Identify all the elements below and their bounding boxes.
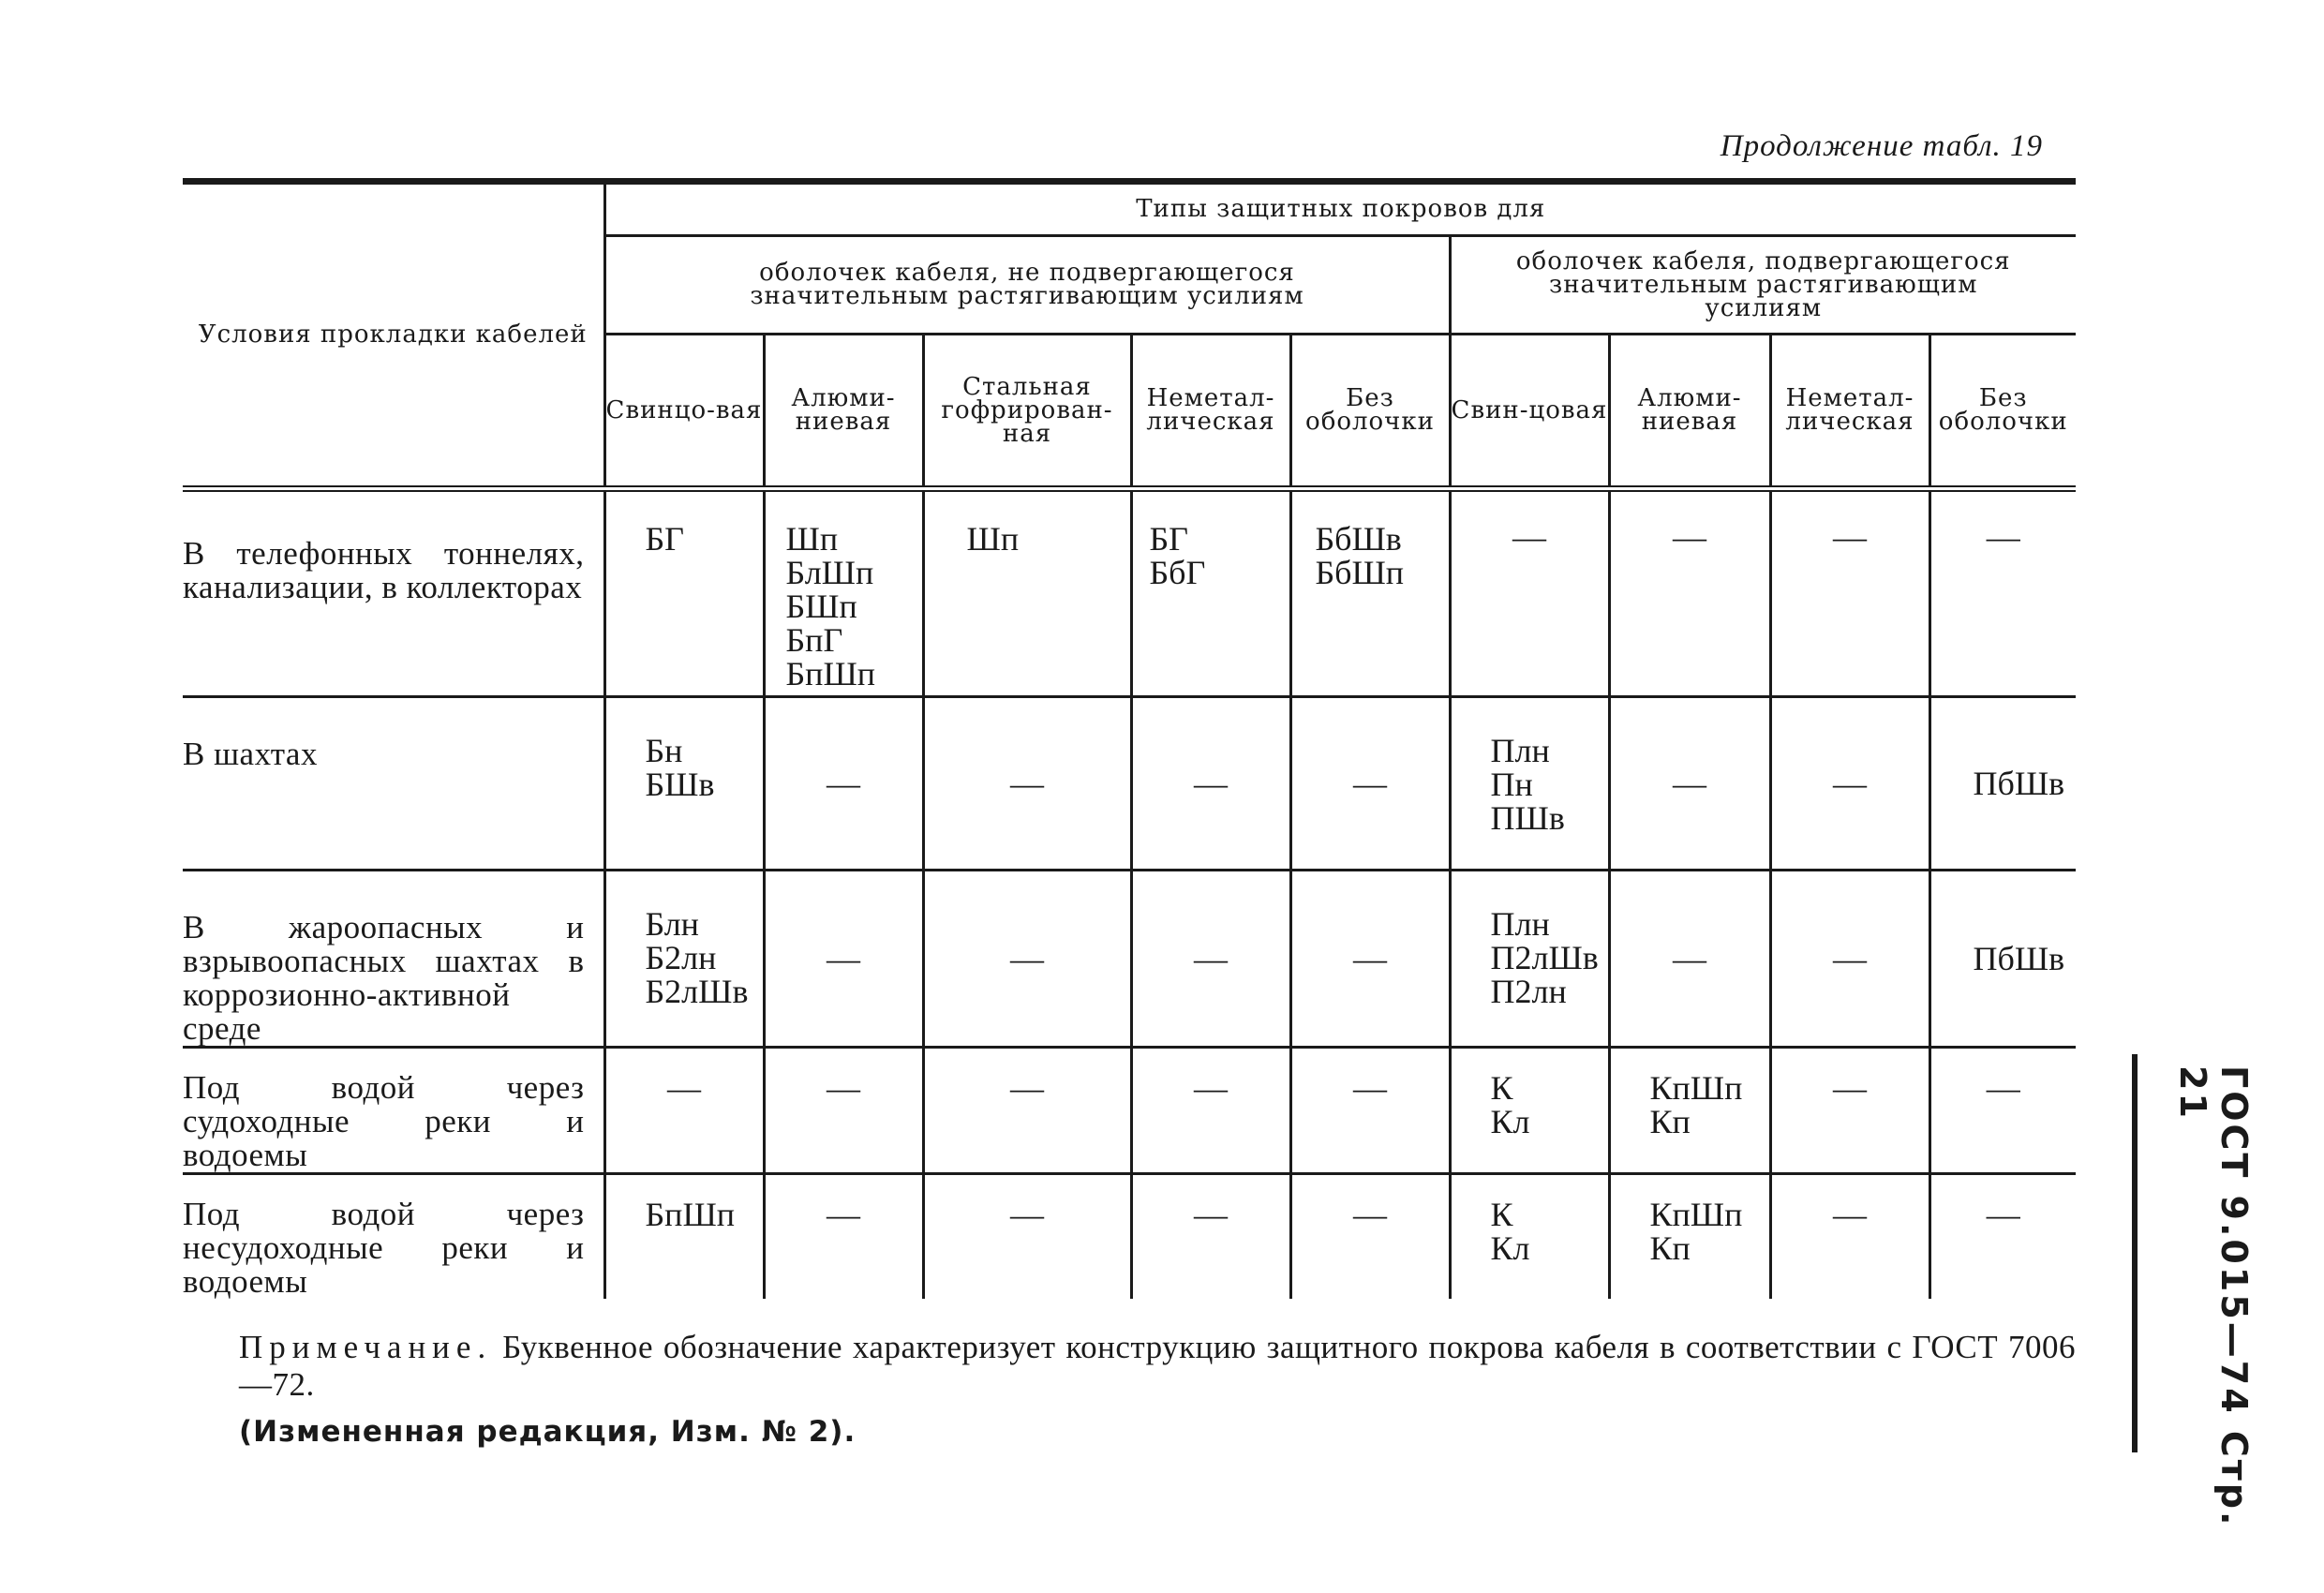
value-cell	[1929, 1174, 2076, 1300]
dash-value: —	[1833, 1069, 1867, 1107]
dash-value: —	[827, 765, 860, 802]
value-cell	[1929, 489, 2076, 697]
value-cell	[1609, 489, 1770, 697]
condition-cell: В шахтах	[183, 697, 604, 871]
protective-covers-table	[183, 178, 2076, 1299]
conditions-header-text: Условия прокладки кабелей	[198, 320, 588, 349]
value-cell	[604, 1174, 764, 1300]
value-cell	[1131, 1048, 1290, 1174]
dash-value: —	[1986, 1196, 2020, 1233]
value-cell	[764, 871, 923, 1048]
cover-code: КпШп	[1649, 1196, 1743, 1233]
value-cell	[1290, 697, 1450, 871]
value-cell	[923, 1048, 1131, 1174]
cover-code: ПбШв	[1973, 765, 2065, 802]
value-cell	[1929, 1048, 2076, 1174]
value-cell	[1131, 489, 1290, 697]
value-cell	[1770, 871, 1929, 1048]
cover-code: К	[1490, 1069, 1513, 1107]
dash-value: —	[1353, 765, 1387, 802]
cover-code: БпШп	[645, 1196, 736, 1233]
dash-value: —	[1010, 1069, 1044, 1107]
group-a-header: оболочек кабеля, не подвергающегося значительным растягивающим усилиям	[604, 236, 1450, 335]
cover-code: Шп	[966, 520, 1020, 558]
types-header: Типы защитных покровов для	[604, 182, 2076, 236]
cover-code: П2лн	[1490, 973, 1567, 1010]
value-cell	[923, 697, 1131, 871]
cover-code: Кл	[1490, 1229, 1530, 1267]
value-cell	[604, 1048, 764, 1174]
cover-code: К	[1490, 1196, 1513, 1233]
side-standard-label: ГОСТ 9.015—74 Стр. 21	[2172, 1065, 2255, 1528]
value-cell	[1450, 489, 1609, 697]
conditions-header	[183, 182, 604, 489]
condition-cell: В жароопасных и взрывоопасных шахтах в коррозионно-активной среде	[183, 871, 604, 1048]
dash-value: —	[1833, 1196, 1867, 1233]
value-cell	[604, 871, 764, 1048]
dash-value: —	[1512, 518, 1546, 556]
cover-code: БлШп	[785, 554, 874, 591]
dash-value: —	[1010, 1196, 1044, 1233]
value-cell	[1770, 489, 1929, 697]
dash-value: —	[1353, 1196, 1387, 1233]
value-cell	[764, 1048, 923, 1174]
column-header: Свинцо-вая	[604, 335, 764, 489]
cover-code: БГ	[645, 520, 684, 558]
dash-value: —	[1986, 518, 2020, 556]
cover-code: Кп	[1649, 1229, 1691, 1267]
value-cell	[1131, 1174, 1290, 1300]
value-cell	[1450, 871, 1609, 1048]
value-cell	[604, 697, 764, 871]
condition-cell: Под водой через несудоходные реки и водоемы	[183, 1196, 585, 1300]
cover-code: Бн	[645, 732, 683, 769]
dash-value: —	[1986, 1069, 2020, 1107]
value-cell	[1929, 871, 2076, 1048]
amendment-note: (Измененная редакция, Изм. № 2).	[239, 1415, 857, 1449]
cover-code: Блн	[645, 905, 699, 943]
dash-value: —	[1010, 940, 1044, 977]
cover-code: Плн	[1490, 732, 1550, 769]
note-text: Буквенное обозначение характеризует конструкцию защитного покрова кабеля в соответствии с ГОСТ 7006—72.	[239, 1329, 2077, 1403]
value-cell	[604, 489, 764, 697]
value-cell	[1929, 697, 2076, 871]
column-header: Без оболочки	[1290, 335, 1450, 489]
value-cell	[1770, 697, 1929, 871]
column-header: Стальная гофрирован-ная	[923, 335, 1131, 489]
column-header: Алюми-ниевая	[1609, 335, 1770, 489]
cover-code: БбГ	[1149, 554, 1206, 591]
cover-code: БШв	[645, 766, 715, 803]
cover-code: Кп	[1649, 1103, 1691, 1140]
column-header: Алюми-ниевая	[764, 335, 923, 489]
column-header: Свин-цовая	[1450, 335, 1609, 489]
dash-value: —	[1194, 765, 1228, 802]
cover-code: БбШв	[1315, 520, 1402, 558]
value-cell	[1609, 871, 1770, 1048]
dash-value: —	[667, 1069, 701, 1107]
dash-value: —	[1010, 765, 1044, 802]
value-cell	[764, 1174, 923, 1300]
dash-value: —	[1673, 518, 1706, 556]
note-label: Примечание.	[239, 1329, 493, 1365]
dash-value: —	[1353, 1069, 1387, 1107]
cover-code: БбШп	[1315, 554, 1405, 591]
value-cell	[1770, 1048, 1929, 1174]
dash-value: —	[1833, 765, 1867, 802]
table-row	[183, 489, 2076, 697]
table-caption: Продолжение табл. 19	[1720, 129, 2043, 163]
cover-code: Шп	[785, 520, 839, 558]
dash-value: —	[1353, 940, 1387, 977]
value-cell	[923, 489, 1131, 697]
value-cell	[1770, 1174, 1929, 1300]
value-cell	[764, 697, 923, 871]
dash-value: —	[1673, 940, 1706, 977]
dash-value: —	[1194, 1196, 1228, 1233]
dash-value: —	[827, 1069, 860, 1107]
cover-code: БШп	[785, 588, 857, 625]
condition-cell: Под водой через судоходные реки и водоемы	[183, 1048, 604, 1174]
cover-code: БпГ	[785, 621, 843, 659]
cover-code: Кл	[1490, 1103, 1530, 1140]
value-cell	[764, 489, 923, 697]
cover-code: БпШп	[785, 655, 876, 692]
cover-code: ПбШв	[1973, 940, 2065, 977]
value-cell	[1290, 1174, 1450, 1300]
value-cell	[1290, 871, 1450, 1048]
table-row	[183, 871, 2076, 1048]
value-cell	[1450, 1048, 1609, 1174]
value-cell	[1290, 489, 1450, 697]
cover-code: Б2лн	[645, 939, 717, 976]
cover-code: КпШп	[1649, 1069, 1743, 1107]
cover-code: БГ	[1149, 520, 1188, 558]
dash-value: —	[1833, 940, 1867, 977]
cover-code: Пн	[1490, 766, 1533, 803]
dash-value: —	[1194, 1069, 1228, 1107]
column-header: Неметал-лическая	[1131, 335, 1290, 489]
value-cell	[1450, 697, 1609, 871]
condition-cell: В телефонных тоннелях, канализации, в коллекторах	[183, 489, 604, 697]
dash-value: —	[1833, 518, 1867, 556]
value-cell	[1290, 1048, 1450, 1174]
value-cell	[1609, 697, 1770, 871]
value-cell	[923, 871, 1131, 1048]
cover-code: Б2лШв	[645, 973, 749, 1010]
group-b-header: оболочек кабеля, подвергающегося значительным растягивающим усилиям	[1450, 236, 2076, 335]
value-cell	[1450, 1174, 1609, 1300]
column-header: Без оболочки	[1929, 335, 2076, 489]
dash-value: —	[827, 940, 860, 977]
value-cell	[1609, 1174, 1770, 1300]
value-cell	[1131, 697, 1290, 871]
table-row	[183, 1174, 2076, 1300]
cover-code: П2лШв	[1490, 939, 1599, 976]
dash-value: —	[1673, 765, 1706, 802]
value-cell	[1131, 871, 1290, 1048]
dash-value: —	[1194, 940, 1228, 977]
value-cell	[923, 1174, 1131, 1300]
table-row	[183, 697, 2076, 871]
value-cell	[1609, 1048, 1770, 1174]
dash-value: —	[827, 1196, 860, 1233]
column-header: Неметал-лическая	[1770, 335, 1929, 489]
cover-code: Плн	[1490, 905, 1550, 943]
note	[239, 1329, 2076, 1404]
cover-code: ПШв	[1490, 799, 1565, 837]
table-row	[183, 1048, 2076, 1174]
